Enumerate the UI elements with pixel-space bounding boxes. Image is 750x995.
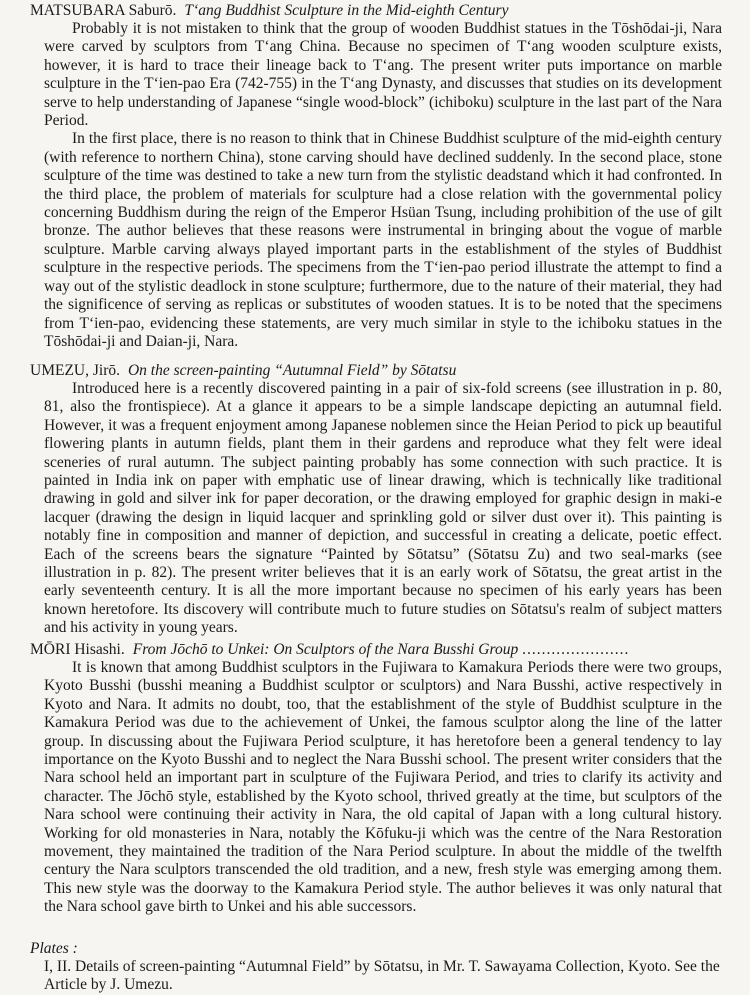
article-author: MŌRI Hisashi.: [30, 641, 125, 658]
article-heading: [30, 2, 722, 20]
article-entry-umezu: [30, 362, 722, 638]
article-paragraph: Probably it is not mistaken to think that the group of wooden Buddhist statues in the Tōshōdai-ji, Nara were carved by sculptors from T‘ang China. Because no specimen of T‘ang wooden sculpture exists, however, it is hard to trace their lineage back to T‘ang. The present writer puts importance on marble sculpture in the T‘ien-pao Era (742-755) in the T‘ang Dynasty, and discusses that studies on its development serve to help understanding of Japanese “single wood-block” (ichiboku) sculpture in the last part of the Nara Period.: [44, 20, 722, 130]
article-heading: [30, 362, 722, 380]
plates-heading: Plates :: [30, 940, 78, 957]
article-paragraph: It is known that among Buddhist sculptors in the Fujiwara to Kamakura Periods there were two groups, Kyoto Busshi (busshi meaning a Buddhist sculptor or sculptors) and Nara Busshi, active respectively in Kyoto and Nara. It admits no doubt, too, that the establishment of the style of Buddhist sculpture in the Kamakura Period was due to the achievement of Unkei, the famous sculptor along the line of the latter group. In discussing about the Fujiwara Period sculpture, it has heretofore been a general tendency to lay importance on the Kyoto Busshi and to neglect the Nara Busshi school. The present writer considers that the Nara school held an important part in sculpture of the Fujiwara Period, and tries to clarify its activity and character. The Jōchō style, established by the Kyoto school, thrived greatly at the time, but sculptors of the Nara school were continuing their activity in Nara, the old capital of Japan with a long cultural history. Working for old monasteries in Nara, notably the Kōfuku-ji which was the centre of the Nara Restoration movement, they maintained the tradition of the Nara Period sculpture. In about the middle of the twelfth century the Nara sculptors transcended the old tradition, and a new, fresh style was emerging among them. This new style was the doorway to the Kamakura Period style. The author believes it was only natural that the Nara school gave birth to Unkei and his able successors.: [44, 659, 722, 916]
plates-item-text: Details of screen-painting “Autumnal Field” by Sōtatsu, in Mr. T. Sawayama Collection, Kyoto. See the Article by J. Umezu.: [44, 958, 720, 994]
article-entry-mori: [30, 641, 722, 917]
article-heading: [30, 641, 722, 659]
article-paragraph: In the first place, there is no reason to think that in Chinese Buddhist sculpture of the mid-eighth century (with reference to northern China), stone carving should have declined suddenly. In the second place, stone sculpture of the time was destined to take a new turn from the stylistic deadstand which it had confronted. In the third place, the problem of materials for sculpture had a close relation with the governmental policy concerning Buddhism during the reign of the Emperor Hsüan Tsung, including prohibition of the use of gilt bronze. The author believes that these reasons were instrumental in bringing about the vogue of marble sculpture. Marble carving always played important parts in the establishment of the styles of Buddhist sculpture in the respective periods. The specimens from the T‘ien-pao period illustrate the attempt to find a way out of the stylistic deadlock in stone sculpture; furthermore, due to the nature of their material, they had the significence of serving as replicas or substitutes of wooden statues. It is to be noted that the specimens from T‘ien-pao, evidencing these statements, are very much similar in style to the ichiboku statues in the Tōshōdai-ji and Daian-ji, Nara.: [44, 130, 722, 350]
leader-dots: ......................: [522, 641, 630, 658]
article-title: From Jōchō to Unkei: On Sculptors of the Nara Busshi Group: [132, 641, 519, 658]
article-entry-matsubara: [30, 2, 722, 351]
article-title: T‘ang Buddhist Sculpture in the Mid-eighth Century: [184, 2, 509, 19]
article-author: UMEZU, Jirō.: [30, 362, 120, 379]
article-title: On the screen-painting “Autumnal Field” by Sōtatsu: [127, 362, 457, 379]
article-author: MATSUBARA Saburō.: [30, 2, 177, 19]
plates-item-label: I, II.: [44, 958, 72, 975]
plates-item: [44, 958, 722, 995]
article-paragraph: Introduced here is a recently discovered painting in a pair of six-fold screens (see illustration in p. 80, 81, also the frontispiece). At a glance it appears to be a simple landscape depicting an autumnal field. However, it was a frequent enjoyment among Japanese noblemen since the Heian Period to pick up beautiful flowering plants in autumn fields, plant them in their gardens and reproduce what they felt were ideal sceneries of rural autumn. The subject painting probably has some connection with such practice. It is painted in India ink on paper with emphatic use of linear drawing, which is technically like traditional drawing in gold and silver ink for paper decoration, or the drawing employed for graphic design in maki-e lacquer (drawing the design in liquid lacquer and sprinkling gold or silver dust over it). This painting is notably fine in composition and manner of depiction, and successful in creating a delicate, poetic effect. Each of the screens bears the signature “Painted by Sōtatsu” (Sōtatsu Zu) and two seal-marks (see illustration in p. 82). The present writer believes that it is an early work of Sōtatsu, the great artist in the early seventeenth century. It is all the more important because no specimen of his early years has been known heretofore. Its discovery will contribute much to future studies on Sōtatsu's realm of subject matters and his activity in young years.: [44, 380, 722, 637]
